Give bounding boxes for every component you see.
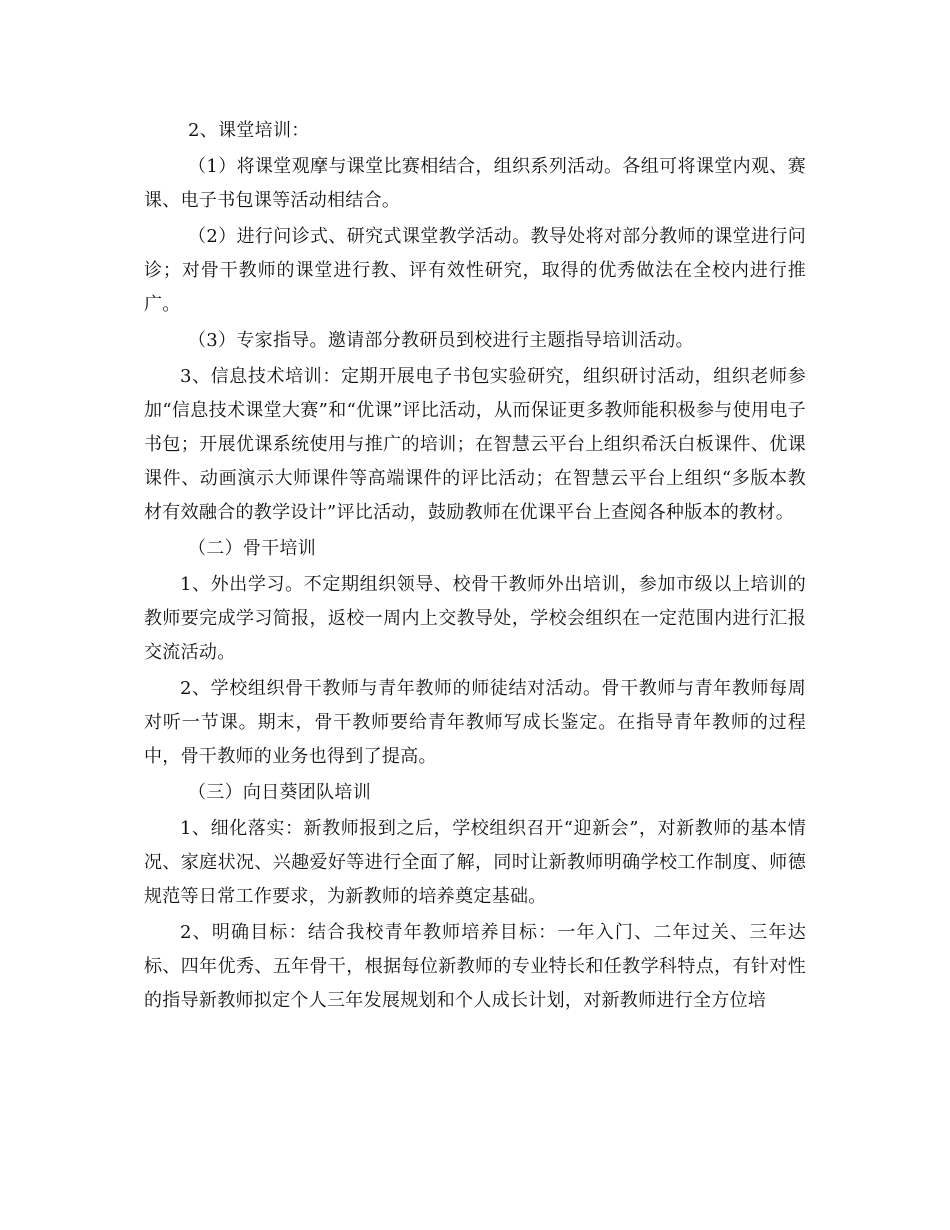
document-page <box>144 114 806 1020</box>
section-heading-backbone-training: （二）骨干培训 <box>188 538 317 559</box>
paragraph-external-study: 1、外出学习。不定期组织领导、校骨干教师外出培训，参加市级以上培训的教师要完成学习简报，返校一周内上交教导处，学校会组织在一定范围内进行汇报交流活动。 <box>144 574 806 663</box>
paragraph-diagnostic-teaching: （2）进行问诊式、研究式课堂教学活动。教导处将对部分教师的课堂进行问诊；对骨干教师的课堂进行教、评有效性研究，取得的优秀做法在全校内进行推广。 <box>144 226 806 315</box>
paragraph-clear-goals: 2、明确目标：结合我校青年教师培养目标：一年入门、二年过关、三年达标、四年优秀、五年骨干，根据每位新教师的专业特长和任教学科特点，有针对性的指导新教师拟定个人三年发展规划和个人成长计划，对新教师进行全方位培 <box>144 922 806 1011</box>
section-heading-classroom-training: 2、课堂培训： <box>188 120 310 141</box>
paragraph-mentorship: 2、学校组织骨干教师与青年教师的师徒结对活动。骨干教师与青年教师每周对听一节课。期末，骨干教师要给青年教师写成长鉴定。在指导青年教师的过程中，骨干教师的业务也得到了提高。 <box>144 678 806 767</box>
paragraph-classroom-observation: （1）将课堂观摩与课堂比赛相结合，组织系列活动。各组可将课堂内观、赛课、电子书包课等活动相结合。 <box>144 156 806 211</box>
paragraph-expert-guidance: （3）专家指导。邀请部分教研员到校进行主题指导培训活动。 <box>188 330 694 351</box>
paragraph-it-training: 3、信息技术培训：定期开展电子书包实验研究，组织研讨活动，组织老师参加“信息技术课堂大赛”和“优课”评比活动，从而保证更多教师能积极参与使用电子书包；开展优课系统使用与推广的培训；在智慧云平台上组织希沃白板课件、优课课件、动画演示大师课件等高端课件的评比活动；在智慧云平台上组织“多版本教材有效融合的教学设计”评比活动，鼓励教师在优课平台上查阅各种版本的教材。 <box>144 366 806 523</box>
paragraph-implementation: 1、细化落实：新教师报到之后，学校组织召开“迎新会”，对新教师的基本情况、家庭状况、兴趣爱好等进行全面了解，同时让新教师明确学校工作制度、师德规范等日常工作要求，为新教师的培养奠定基础。 <box>144 818 806 907</box>
section-heading-sunflower-team: （三）向日葵团队培训 <box>188 782 371 803</box>
